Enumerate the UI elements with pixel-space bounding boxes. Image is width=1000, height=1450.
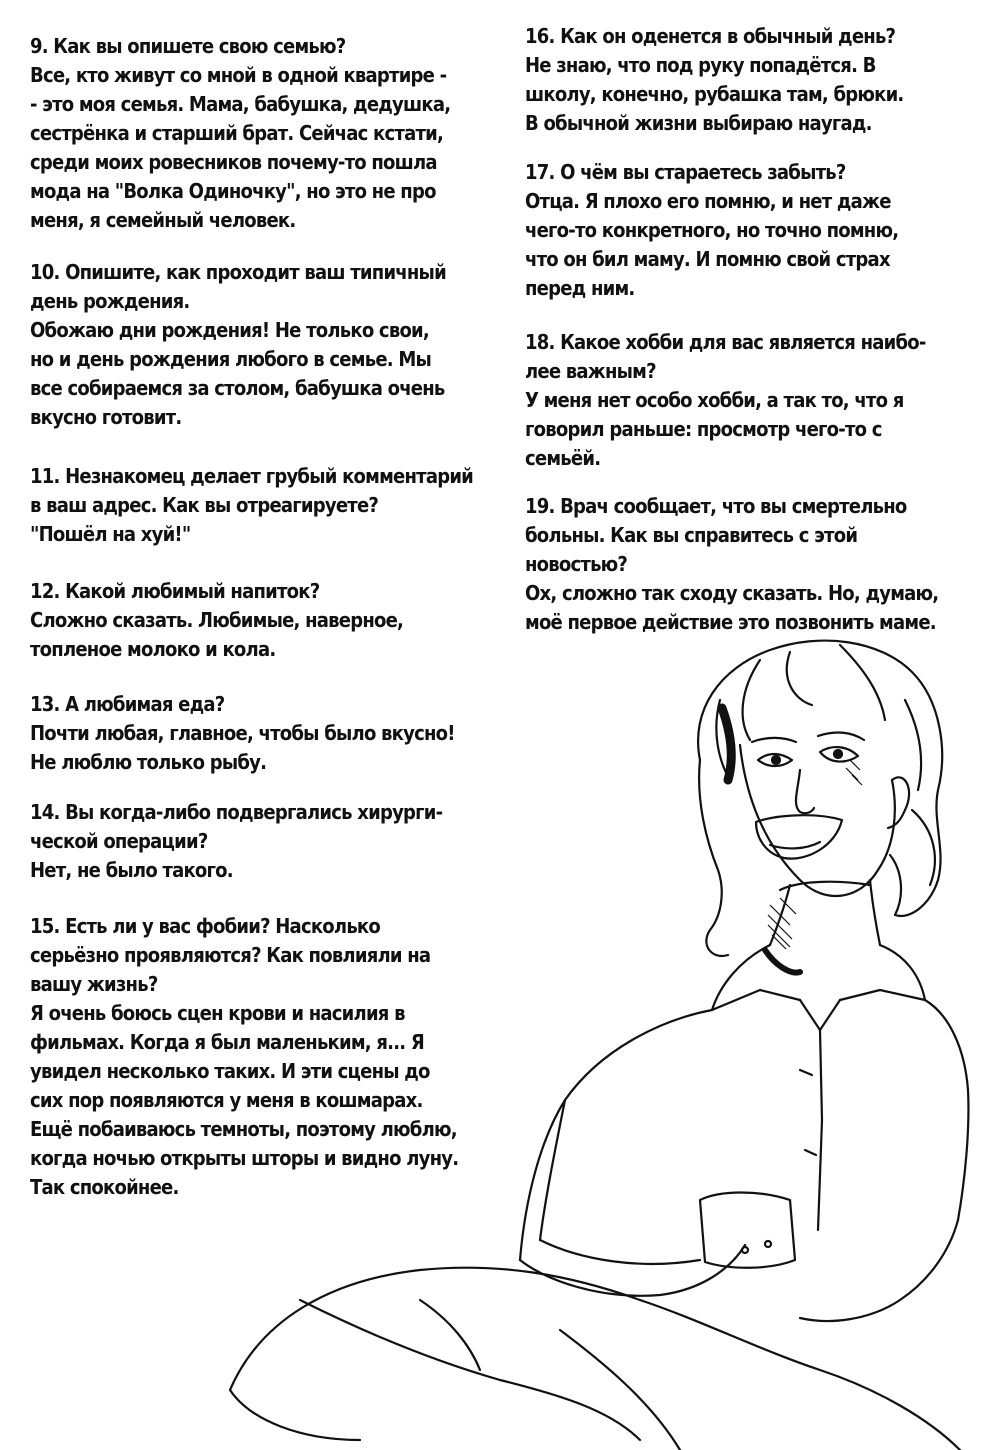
question-line: 13. А любимая еда? <box>30 692 225 716</box>
answer-line: Почти любая, главное, чтобы было вкусно! <box>30 721 455 745</box>
answer-line: сих пор появляются у меня в кошмарах. <box>30 1088 423 1112</box>
answer-line: когда ночью открыты шторы и видно луну. <box>30 1146 459 1170</box>
question-line: 16. Как он оденется в обычный день? <box>525 24 896 48</box>
question-line: вашу жизнь? <box>30 972 158 996</box>
answer-line: сестрёнка и старший брат. Сейчас кстати, <box>30 121 444 145</box>
answer-line: чего-то конкретного, но точно помню, <box>525 218 899 242</box>
answer-line: Так спокойнее. <box>30 1175 179 1199</box>
question-line: 14. Вы когда-либо подвергались хирурги- <box>30 800 443 824</box>
qa-entry-16 <box>525 22 903 138</box>
question-line: 9. Как вы опишете свою семью? <box>30 34 346 58</box>
hair <box>698 641 942 916</box>
answer-line: топленое молоко и кола. <box>30 637 276 661</box>
eye-left <box>758 754 792 766</box>
answer-line: "Пошёл на хуй!" <box>30 522 191 546</box>
answer-line: Не люблю только рыбу. <box>30 750 267 774</box>
qa-entry-11 <box>30 462 473 549</box>
qa-entry-19 <box>525 492 938 637</box>
face <box>740 745 895 896</box>
answer-line: мода на "Волка Одиночку", но это не про <box>30 179 436 203</box>
answer-line: перед ним. <box>525 276 635 300</box>
answer-line: Не знаю, что под руку попадётся. В <box>525 53 876 77</box>
answer-line: семьёй. <box>525 446 601 470</box>
shirt <box>520 1010 712 1260</box>
qa-entry-17 <box>525 158 898 303</box>
answer-line: Я очень боюсь сцен крови и насилия в <box>30 1001 405 1025</box>
answer-line: увидел несколько таких. И эти сцены до <box>30 1059 430 1083</box>
question-line: серьёзно проявляются? Как повлияли на <box>30 943 431 967</box>
shirt-collar <box>712 945 800 1010</box>
answer-line: Обожаю дни рождения! Не только свои, <box>30 318 429 342</box>
qa-entry-12 <box>30 577 403 664</box>
legs <box>230 1268 640 1390</box>
qa-entry-14 <box>30 798 442 885</box>
answer-line: но и день рождения любого в семье. Мы <box>30 347 432 371</box>
answer-line: фильмах. Когда я был маленьким, я... Я <box>30 1030 424 1054</box>
answer-line: Все, кто живут со мной в одной квартире - <box>30 63 447 87</box>
question-line: 19. Врач сообщает, что вы смертельно <box>525 494 907 518</box>
question-line: в ваш адрес. Как вы отреагируете? <box>30 493 379 517</box>
mouth <box>756 815 842 858</box>
question-line: 15. Есть ли у вас фобии? Насколько <box>30 914 380 938</box>
qa-entry-10 <box>30 258 446 432</box>
answer-line: В обычной жизни выбираю наугад. <box>525 111 872 135</box>
answer-line: Ещё побаиваюсь темноты, поэтому люблю, <box>30 1117 457 1141</box>
answer-line: вкусно готовит. <box>30 405 182 429</box>
answer-line: меня, я семейный человек. <box>30 208 296 232</box>
qa-entry-9 <box>30 32 450 235</box>
answer-line: - это моя семья. Мама, бабушка, дедушка, <box>30 92 451 116</box>
answer-line: Нет, не было такого. <box>30 858 233 882</box>
question-line: 12. Какой любимый напиток? <box>30 579 320 603</box>
answer-line: говорил раньше: просмотр чего-то с <box>525 417 882 441</box>
sleeve-cuff <box>700 1193 795 1268</box>
answer-line: Отца. Я плохо его помню, и нет даже <box>525 189 891 213</box>
question-line: 10. Опишите, как проходит ваш типичный <box>30 260 446 284</box>
qa-entry-15 <box>30 912 458 1202</box>
question-line: 17. О чём вы стараетесь забыть? <box>525 160 846 184</box>
question-line: 11. Незнакомец делает грубый комментарий <box>30 464 474 488</box>
qa-entry-13 <box>30 690 455 777</box>
question-line: день рождения. <box>30 289 190 313</box>
question-line: новостью? <box>525 552 628 576</box>
question-line: ческой операции? <box>30 829 208 853</box>
question-line: лее важным? <box>525 359 656 383</box>
question-line: больны. Как вы справитесь с этой <box>525 523 858 547</box>
answer-line: школу, конечно, рубашка там, брюки. <box>525 82 904 106</box>
answer-line: все собираемся за столом, бабушка очень <box>30 376 445 400</box>
question-line: 18. Какое хобби для вас является наибо- <box>525 330 926 354</box>
answer-line: что он бил маму. И помню свой страх <box>525 247 890 271</box>
answer-line: Ох, сложно так сходу сказать. Но, думаю, <box>525 581 939 605</box>
qa-entry-18 <box>525 328 926 473</box>
answer-line: У меня нет особо хобби, а так то, что я <box>525 388 904 412</box>
answer-line: Сложно сказать. Любимые, наверное, <box>30 608 404 632</box>
answer-line: моё первое действие это позвонить маме. <box>525 610 936 634</box>
eye-right <box>820 747 858 762</box>
answer-line: среди моих ровесников почему-то пошла <box>30 150 437 174</box>
